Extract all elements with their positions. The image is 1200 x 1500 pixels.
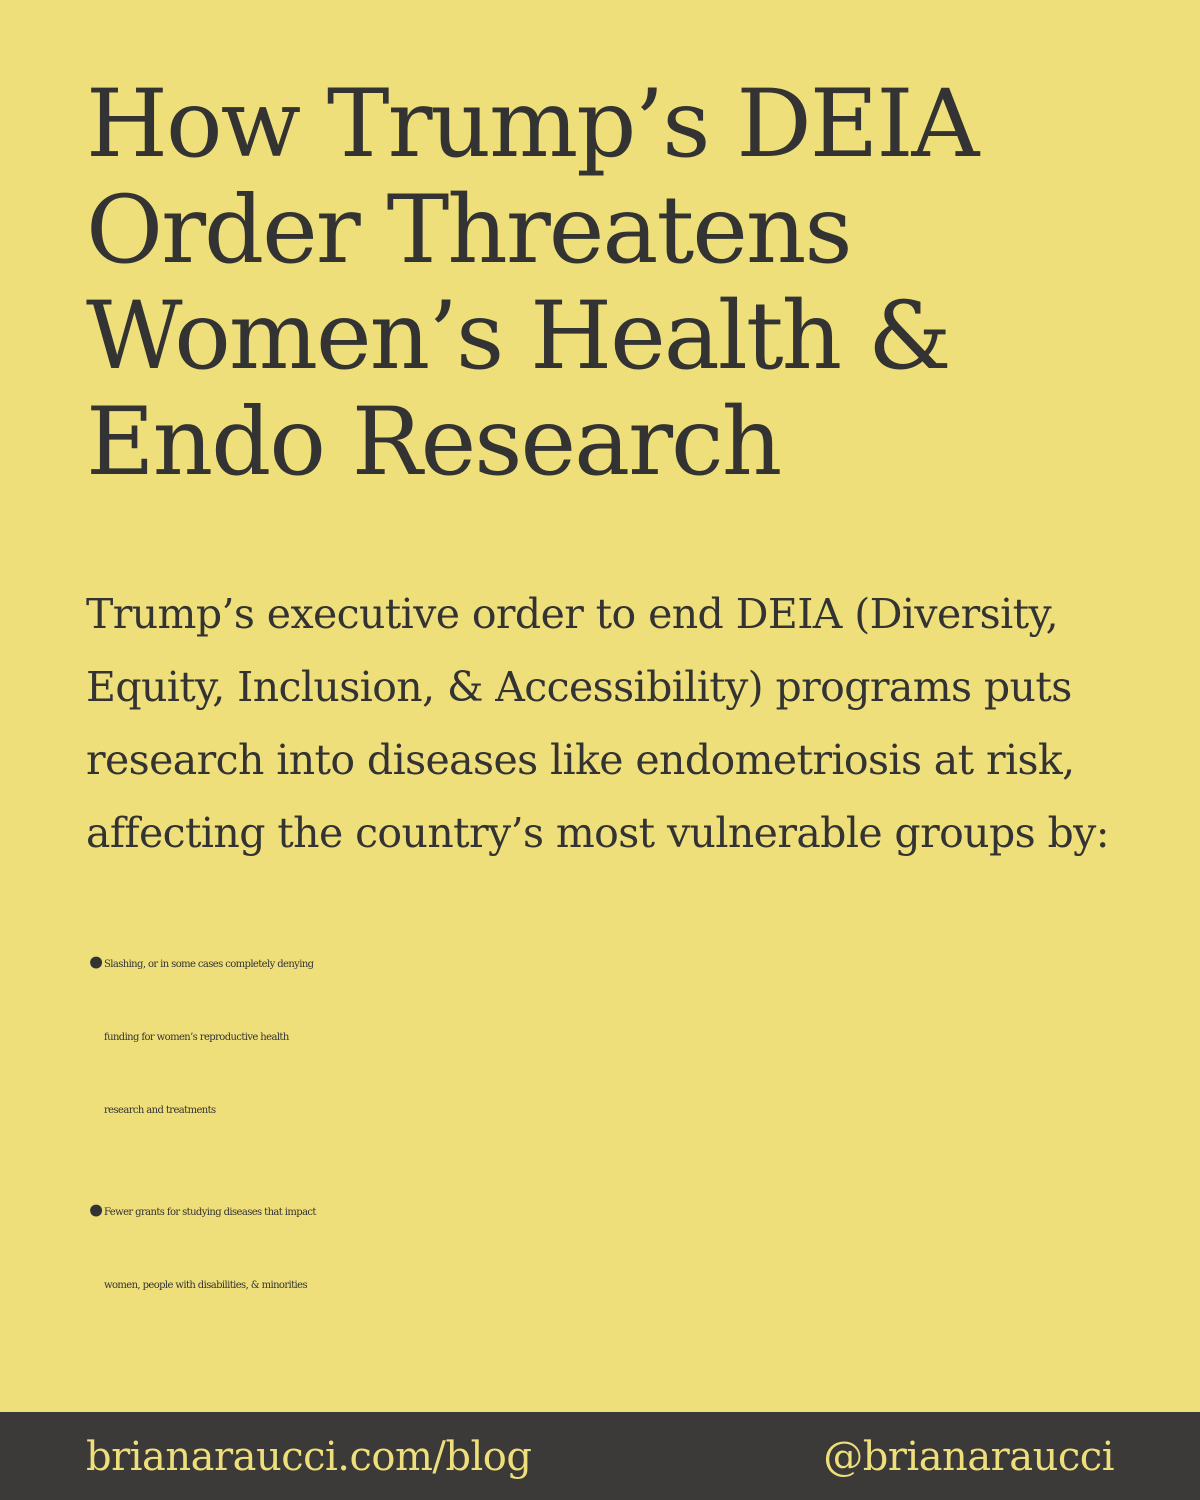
bullet-line: women, people with disabilities, & minorities (104, 1280, 307, 1291)
intro-line: Equity, Inclusion, & Accessibility) programs puts (86, 663, 1072, 711)
list-item (82, 928, 1162, 1147)
intro-line: affecting the country’s most vulnerable groups by: (86, 809, 1109, 857)
intro-line: Trump’s executive order to end DEIA (Diversity, (86, 590, 1059, 638)
social-handle[interactable]: @brianaraucci (823, 1434, 1114, 1480)
bullet-marker: • (84, 940, 108, 988)
bullet-line: research and treatments (104, 1105, 216, 1116)
footer-bar (0, 1412, 1200, 1500)
intro-paragraph (86, 578, 1156, 870)
title-line: Order Threatens (86, 176, 851, 285)
bullet-marker: • (84, 1188, 108, 1236)
bullet-line: funding for women’s reproductive health (104, 1032, 289, 1043)
list-item (82, 1176, 1162, 1322)
bullet-line: Fewer grants for studying diseases that impact (104, 1207, 316, 1218)
intro-line: research into diseases like endometriosis at risk, (86, 736, 1075, 784)
title-line: How Trump’s DEIA (86, 70, 978, 179)
title-line: Endo Research (86, 388, 781, 497)
page-title (86, 72, 1146, 496)
bullet-list (82, 928, 1162, 1322)
blog-link[interactable]: brianaraucci.com/blog (86, 1434, 532, 1480)
bullet-line: Slashing, or in some cases completely denying (104, 959, 314, 970)
title-line: Women’s Health & (86, 282, 950, 391)
